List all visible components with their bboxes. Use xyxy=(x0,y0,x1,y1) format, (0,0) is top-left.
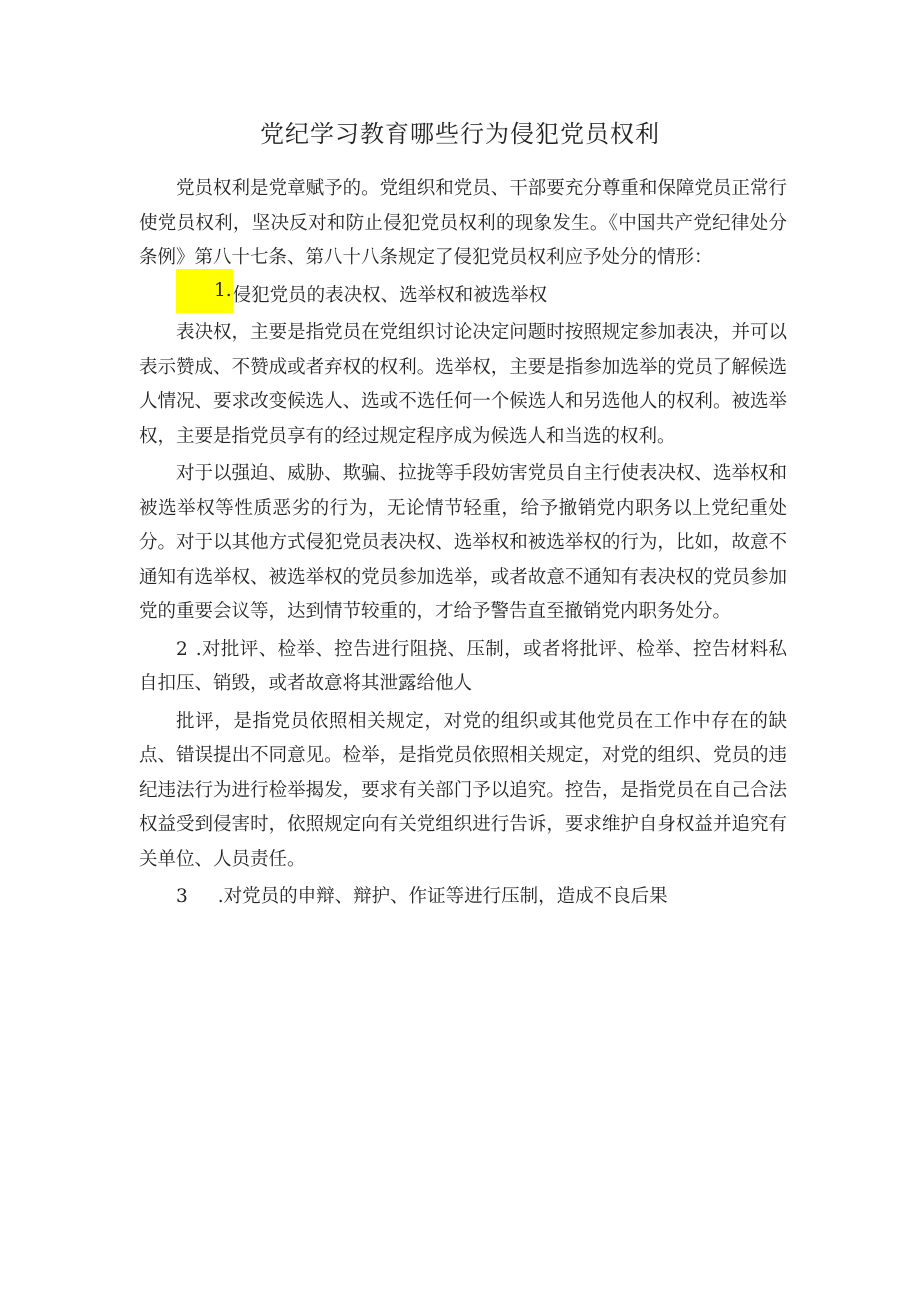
item-2-text: .对批评、检举、控告进行阻挠、压制，或者将批评、检举、控告材料私自扣压、销毁，或者故意将其泄露给他人 xyxy=(139,638,787,694)
item-1-heading xyxy=(139,279,787,314)
page-title: 党纪学习教育哪些行为侵犯党员权利 xyxy=(260,120,660,148)
paragraph-penalties: 对于以强迫、威胁、欺骗、拉拢等手段妨害党员自主行使表决权、选举权和被选举权等性质恶劣的行为，无论情节轻重，给予撤销党内职务以上党纪重处分。对于以其他方式侵犯党员表决权、选举权和被选举权的行为，比如，故意不通知有选举权、被选举权的党员参加选举，或者故意不通知有表决权的党员参加党的重要会议等，达到情节较重的，才给予警告直至撤销党内职务处分。 xyxy=(139,463,787,622)
item-2-number: 2 xyxy=(176,638,188,660)
document-body xyxy=(139,172,787,915)
item-3-number: 3 xyxy=(176,886,188,907)
item-3-text: .对党员的申辩、辩护、作证等进行压制，造成不良后果 xyxy=(217,886,668,907)
item-1-text: 侵犯党员的表决权、选举权和被选举权 xyxy=(232,284,548,306)
paragraph-voting-rights: 表决权，主要是指党员在党组织讨论决定问题时按照规定参加表决，并可以表示赞成、不赞成或者弃权的权利。选举权，主要是指参加选举的党员了解候选人情况、要求改变候选人、选或不选任何一个候选人和另选他人的权利。被选举权，主要是指党员享有的经过规定程序成为候选人和当选的权利。 xyxy=(139,322,787,447)
intro-paragraph: 党员权利是党章赋予的。党组织和党员、干部要充分尊重和保障党员正常行使党员权利，坚决反对和防止侵犯党员权利的现象发生。《中国共产党纪律处分条例》第八十七条、第八十八条规定了侵犯党员权利应予处分的情形： xyxy=(139,178,787,268)
paragraph-criticism: 批评，是指党员依照相关规定，对党的组织或其他党员在工作中存在的缺点、错误提出不同意见。检举，是指党员依照相关规定，对党的组织、党员的违纪违法行为进行检举揭发，要求有关部门予以追究。控告，是指党员在自己合法权益受到侵害时，依照规定向有关党组织进行告诉，要求维护自身权益并追究有关单位、人员责任。 xyxy=(139,710,787,870)
item-1-number-highlight: 1. xyxy=(176,269,233,313)
item-2-heading xyxy=(139,633,787,702)
item-3-heading xyxy=(139,880,787,915)
